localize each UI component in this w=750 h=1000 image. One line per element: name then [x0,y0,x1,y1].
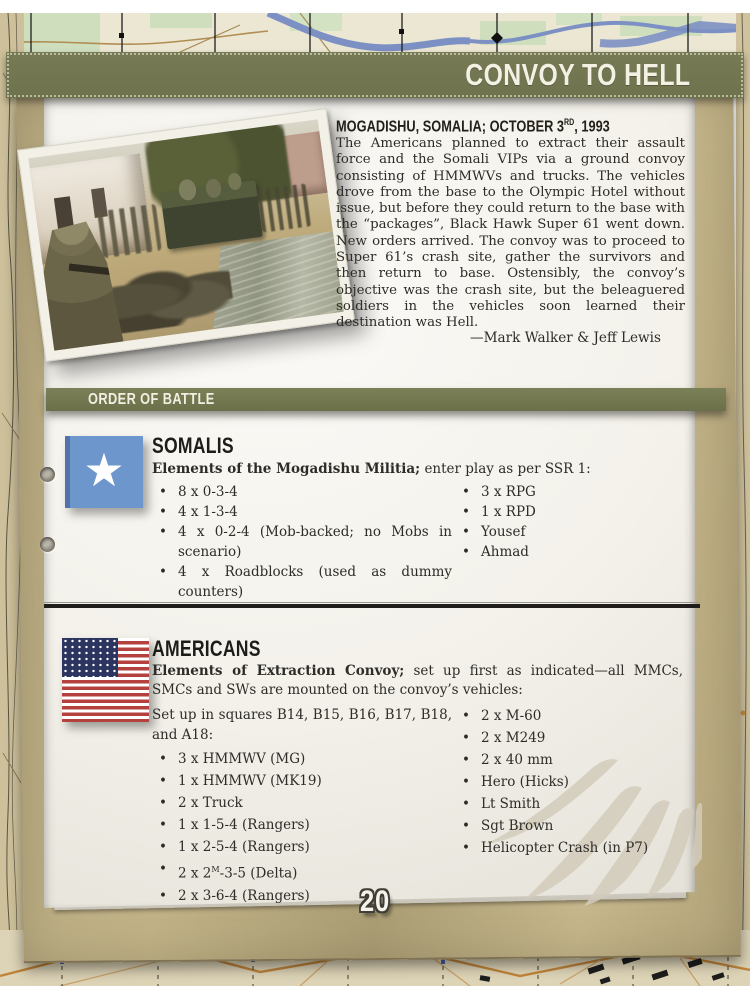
intro-heading-year: , 1993 [574,118,610,135]
somalis-lead-bold: Elements of the Mogadishu Militia; [152,461,421,477]
page-number: 20 [359,885,391,918]
somalis-right-list [455,482,692,562]
intro-heading [336,116,696,136]
intro-paragraph: The Americans planned to extract their assault force and the Somali VIPs via a ground convoy consisting of HMMWVs and trucks. The vehicles drove from the base to the Olympic Hotel without issue, but before they could return to the base with the “packages”, Black Hawk Super 61 went down. New orders arrived. The convoy was to proceed to Super 61’s crash site, gather the survivors and then return to base. Ostensibly, the convoy’s objective was the crash site, but the beleaguered soldiers in the vehicles soon learned their destination was Hell. [336,136,685,331]
list-item: • 1 x HMMWV (MK19) [152,770,452,792]
list-item: • Hero (Hicks) [455,771,692,793]
americans-right-list [455,705,692,859]
somalis-lead-rest: enter play as per SSR 1: [420,461,591,477]
order-of-battle-label: ORDER OF BATTLE [88,390,215,408]
list-item: • Helicopter Crash (in P7) [455,837,692,859]
divider-thin-line [44,602,700,603]
photo-crowd [257,184,312,233]
americans-roster [152,705,692,907]
somalis-roster [152,482,692,602]
americans-lead [152,662,683,700]
star-icon: ★ [83,443,125,497]
page-title: CONVOY TO HELL [464,57,690,92]
intro-heading-ordinal: RD [564,116,575,127]
list-item: • 3 x RPG [455,482,692,502]
mogadishu-photo [17,108,355,362]
list-item: • 8 x 0-3-4 [152,482,452,502]
list-item: • 4 x 1-3-4 [152,502,452,522]
list-item: • 2 x 3-6-4 (Rangers) [152,885,452,907]
list-item: • 2 x M-60 [455,705,692,727]
binder-hole [40,537,55,552]
americans-lead-rest: set up first as indicated—all MMCs, SMCs and SWs are mounted on the convoy’s vehicles: [152,663,684,698]
photo-soldier-group [97,204,161,258]
list-item: • 4 x 0-2-4 (Mob-backed; no Mobs in scenario) [152,522,452,562]
photo-truck [160,181,263,250]
somalis-left-list [152,482,452,602]
list-item: • 1 x RPD [455,502,692,522]
list-item: • 1 x 2-5-4 (Rangers) [152,836,452,858]
list-item: • Yousef [455,522,692,542]
somalis-section-title [152,433,254,459]
section-divider [44,602,700,609]
americans-roster-left [152,705,452,907]
binder-hole [40,467,55,482]
divider-thick-line [44,604,700,608]
top-map-strip [0,13,750,52]
list-item: • 1 x 1-5-4 (Rangers) [152,814,452,836]
us-flag-icon [62,638,149,722]
somalis-title-text: SOMALIS [152,433,234,458]
americans-title-text: AMERICANS [152,636,261,661]
list-item: • 2 x M249 [455,727,692,749]
list-item: • 2 x $2^M-3-5$ (Delta) [152,858,452,885]
order-of-battle-bar [46,388,726,411]
list-item: • Lt Smith [455,793,692,815]
list-item: • 2 x Truck [152,792,452,814]
us-flag-canton [62,638,118,677]
setup-note: Set up in squares B14, B15, B16, B17, B18, and A18: [152,707,452,743]
page-title-banner [6,52,744,98]
somalis-roster-left [152,482,452,602]
intro-heading-text: MOGADISHU, SOMALIA; OCTOBER 3 [336,118,565,135]
somalis-lead [152,460,683,479]
somali-flag-icon [65,436,143,508]
americans-lead-bold: Elements of Extraction Convoy; [152,663,405,679]
list-item: • 2 x 40 mm [455,749,692,771]
americans-section-title [152,636,288,662]
attribution: —Mark Walker & Jeff Lewis [470,330,661,346]
list-item: • Ahmad [455,542,692,562]
list-item: • 3 x HMMWV (MG) [152,748,452,770]
americans-roster-right [455,705,692,907]
somalis-roster-right [455,482,692,602]
photo-scene [28,119,343,350]
list-item: • 4 x Roadblocks (used as dummy counters) [152,562,452,602]
americans-left-list [152,748,452,907]
list-item: • Sgt Brown [455,815,692,837]
